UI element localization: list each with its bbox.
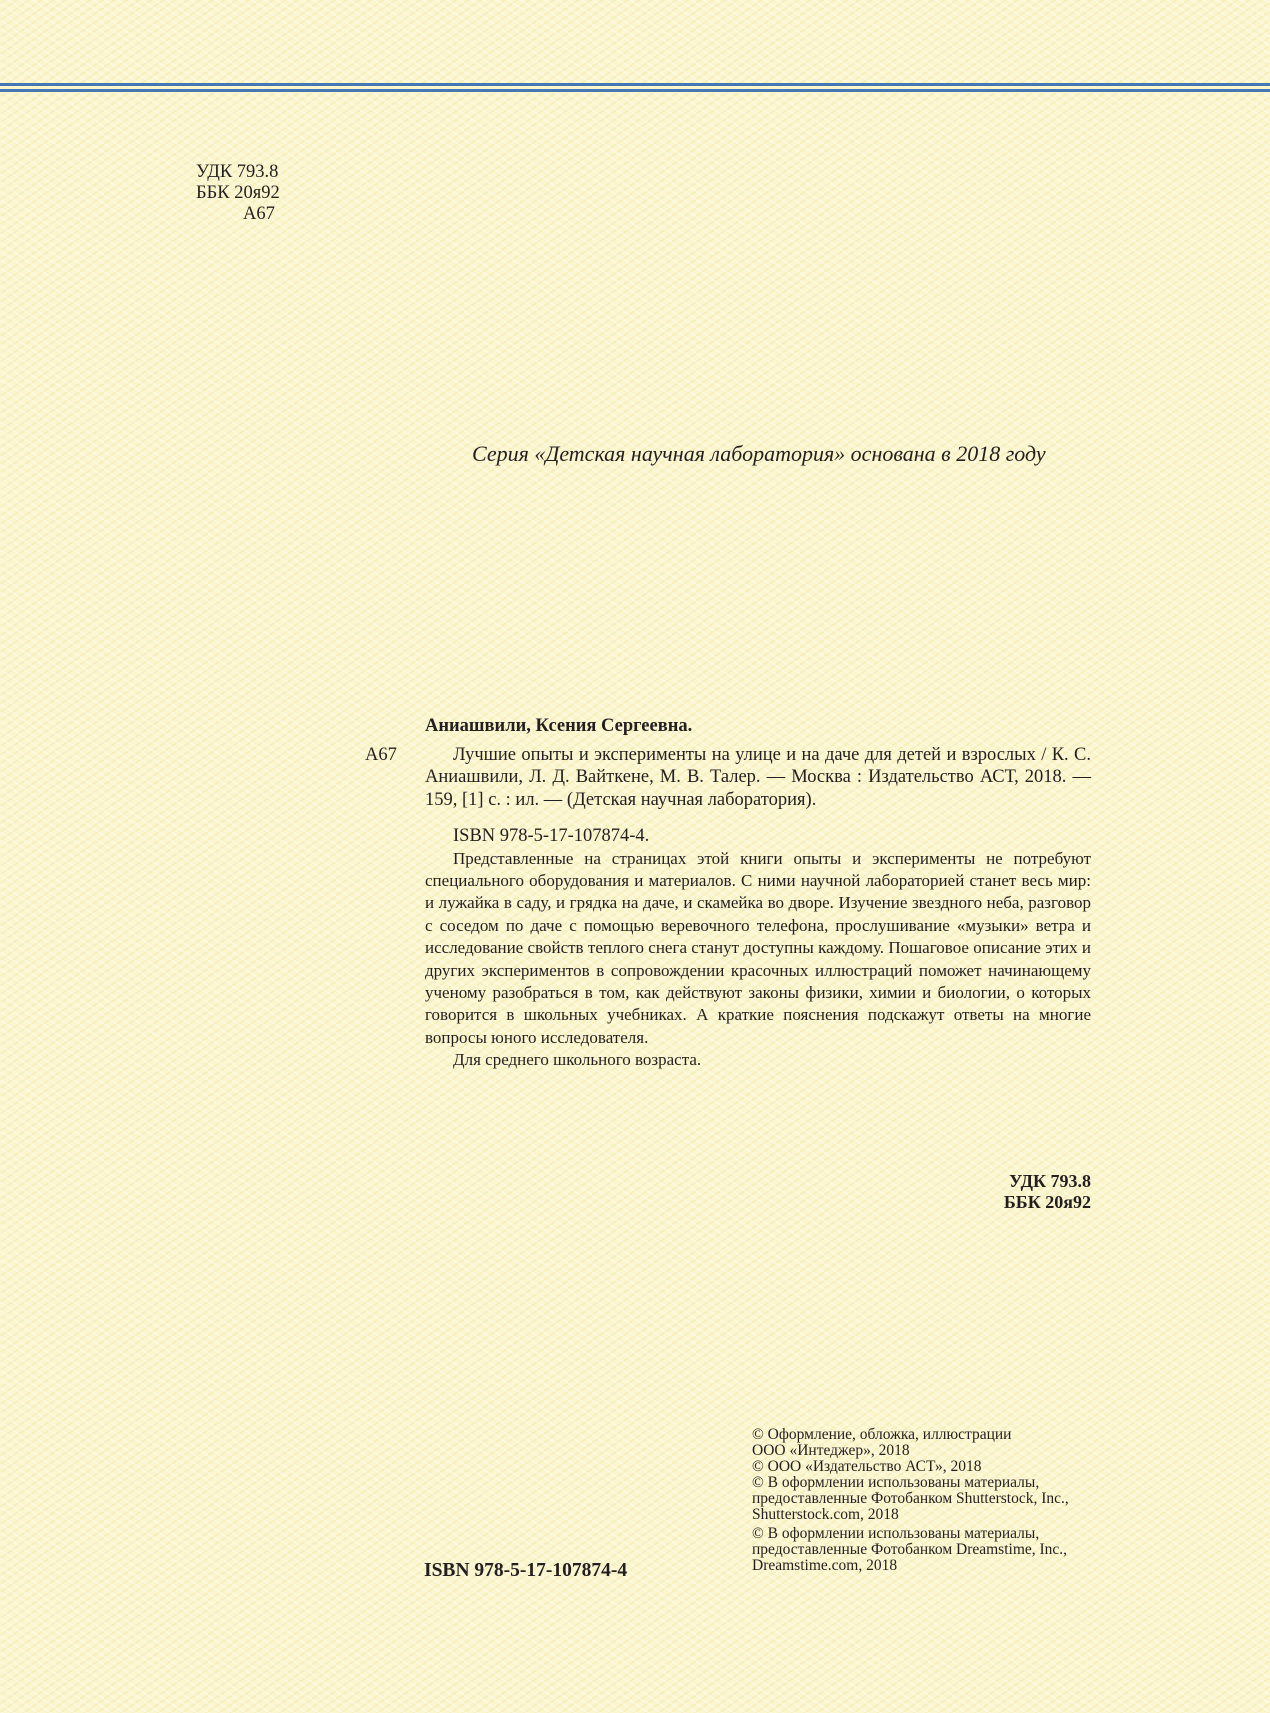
copyright-block	[752, 1427, 1097, 1574]
footer-classification	[1004, 1171, 1091, 1213]
footer-bbk: ББК 20я92	[1003, 1192, 1091, 1212]
card-title: Лучшие опыты и эксперименты на улице и на даче для детей и взрослых / К. С. Аниашвили, Л. Д. Вайткене, М. В. Талер. — Москва : Издательство АСТ, 2018. — 159, [1] с. : ил. — (Детская научная лаборатория).	[425, 744, 1091, 810]
card-title-block	[365, 744, 1091, 812]
card-age: Для среднего школьного возраста.	[453, 1050, 702, 1070]
catalog-card	[365, 715, 1091, 1072]
copyright-line: © Оформление, обложка, иллюстрации	[752, 1426, 1012, 1443]
card-author: Аниашвили, Ксения Сергеевна.	[425, 716, 693, 736]
card-isbn: ISBN 978-5-17-107874-4.	[453, 826, 650, 846]
copyright-line: © В оформлении использованы материалы,	[752, 1525, 1040, 1542]
card-annotation-block	[365, 848, 1091, 1072]
header-classification	[196, 162, 280, 225]
copyright-line: Dreamstime.com, 2018	[752, 1557, 898, 1574]
copyright-line: Shutterstock.com, 2018	[752, 1506, 899, 1523]
isbn-bottom: ISBN 978-5-17-107874-4	[424, 1560, 628, 1581]
copyright-line: © ООО «Издательство АСТ», 2018	[752, 1458, 982, 1475]
series-note: Серия «Детская научная лаборатория» основана в 2018 году	[472, 441, 1046, 466]
card-author-code: А67	[365, 745, 397, 765]
copyright-line: ООО «Интеджер», 2018	[752, 1442, 910, 1459]
header-author-code: А67	[243, 204, 275, 224]
copyright-line: предоставленные Фотобанком Dreamstime, Inc.,	[752, 1541, 1068, 1558]
footer-udk: УДК 793.8	[1009, 1171, 1091, 1191]
card-annotation: Представленные на страницах этой книги опыты и эксперименты не потребуют специального оборудования и материалов. С ними научной лабораторией станет весь мир: и лужайка в саду, и грядка на даче, и скамейка во дворе. Изучение звездного неба, разговор с соседом по даче с помощью веревочного телефона, прослушивание «музыки» ветра и исследование свойств теплого снега станут доступны каждому. Пошаговое описание этих и других экспериментов в сопровождении красочных иллюстраций поможет начинающему ученому разобраться в том, как действуют законы физики, химии и биологии, о которых говорится в школьных учебниках. А краткие пояснения подскажут ответы на многие вопросы юного исследователя.	[425, 848, 1091, 1047]
top-rule-lower	[0, 89, 1270, 92]
header-udk: УДК 793.8	[196, 162, 279, 182]
copyright-line: © В оформлении использованы материалы,	[752, 1474, 1040, 1491]
header-bbk: ББК 20я92	[196, 183, 280, 203]
copyright-line: предоставленные Фотобанком Shutterstock, Inc.,	[752, 1490, 1069, 1507]
